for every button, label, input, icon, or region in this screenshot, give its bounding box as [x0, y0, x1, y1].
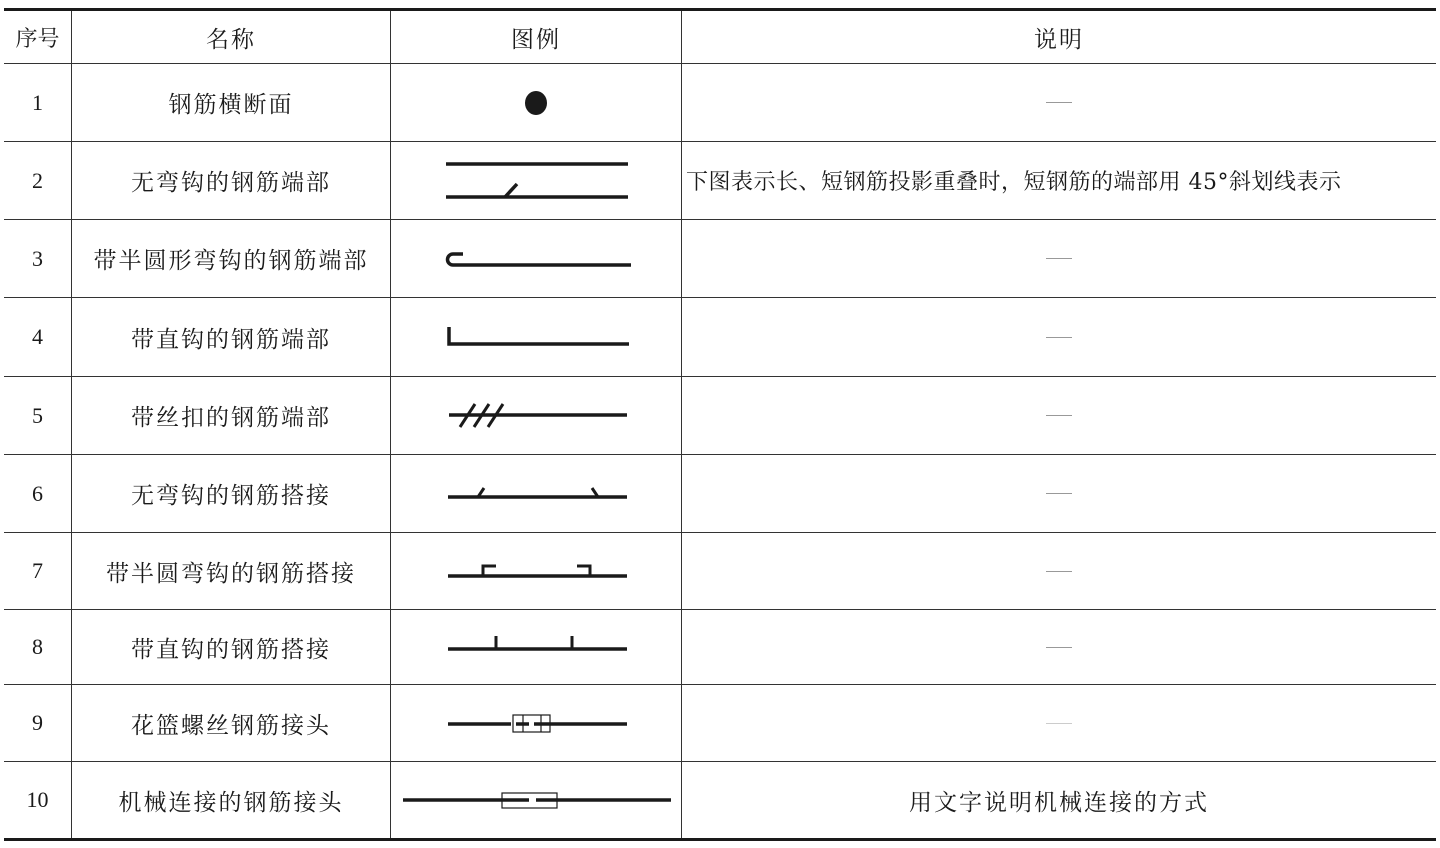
- row-index: 3: [4, 220, 72, 297]
- empty-dash: [1046, 258, 1072, 259]
- row-index: 2: [4, 142, 72, 219]
- row-description: 用文字说明机械连接的方式: [909, 789, 1209, 816]
- rebar-end-semicircle-hook-icon: [391, 220, 682, 297]
- empty-dash: [1046, 647, 1072, 648]
- row-name: 花篮螺丝钢筋接头: [72, 685, 391, 761]
- rebar-mechanical-joint-icon: [391, 762, 682, 838]
- empty-dash: [1046, 723, 1072, 724]
- empty-dash: [1046, 337, 1072, 338]
- row-description: [682, 610, 1436, 684]
- table-row: [4, 298, 1436, 377]
- row-description: [682, 685, 1436, 761]
- row-index: 10: [4, 762, 72, 838]
- row-name: 带半圆形弯钩的钢筋端部: [72, 220, 391, 297]
- row-index: 7: [4, 533, 72, 609]
- empty-dash: [1046, 102, 1072, 103]
- row-name: 机械连接的钢筋接头: [72, 762, 391, 838]
- table-header-row: [4, 11, 1436, 64]
- table-row: [4, 685, 1436, 762]
- row-description: [682, 298, 1436, 376]
- table-bottom-rule: [4, 838, 1436, 841]
- rebar-cross-section-icon: [391, 64, 682, 141]
- rebar-lap-straight-hook-icon: [391, 610, 682, 684]
- table-row: [4, 533, 1436, 610]
- row-name: 带直钩的钢筋端部: [72, 298, 391, 376]
- header-legend: 图例: [391, 11, 682, 63]
- row-name: 带半圆弯钩的钢筋搭接: [72, 533, 391, 609]
- rebar-turnbuckle-joint-icon: [391, 685, 682, 761]
- row-description: [682, 455, 1436, 532]
- row-index: 1: [4, 64, 72, 141]
- table-row: [4, 64, 1436, 142]
- row-description: [682, 220, 1436, 297]
- row-index: 4: [4, 298, 72, 376]
- table-row: [4, 762, 1436, 838]
- row-description: 下图表示长、短钢筋投影重叠时，短钢筋的端部用 45°斜划线表示: [686, 170, 1342, 195]
- empty-dash: [1046, 571, 1072, 572]
- row-name: 带直钩的钢筋搭接: [72, 610, 391, 684]
- rebar-end-threaded-icon: [391, 377, 682, 454]
- rebar-end-no-hook-icon: [391, 142, 682, 219]
- rebar-lap-no-hook-icon: [391, 455, 682, 532]
- row-name: 无弯钩的钢筋搭接: [72, 455, 391, 532]
- row-index: 8: [4, 610, 72, 684]
- row-index: 5: [4, 377, 72, 454]
- table-row: [4, 142, 1436, 220]
- row-name: 带丝扣的钢筋端部: [72, 377, 391, 454]
- empty-dash: [1046, 415, 1072, 416]
- table-row: [4, 220, 1436, 298]
- row-description: [682, 533, 1436, 609]
- table-row: [4, 455, 1436, 533]
- row-index: 9: [4, 685, 72, 761]
- row-name: 无弯钩的钢筋端部: [72, 142, 391, 219]
- header-index: 序号: [4, 11, 72, 63]
- table-row: [4, 610, 1436, 685]
- row-name: 钢筋横断面: [72, 64, 391, 141]
- rebar-end-straight-hook-icon: [391, 298, 682, 376]
- row-description: [682, 377, 1436, 454]
- empty-dash: [1046, 493, 1072, 494]
- rebar-lap-semicircle-hook-icon: [391, 533, 682, 609]
- table-row: [4, 377, 1436, 455]
- row-description: [682, 64, 1436, 141]
- row-index: 6: [4, 455, 72, 532]
- header-name: 名称: [72, 11, 391, 63]
- header-description: 说明: [1034, 26, 1084, 53]
